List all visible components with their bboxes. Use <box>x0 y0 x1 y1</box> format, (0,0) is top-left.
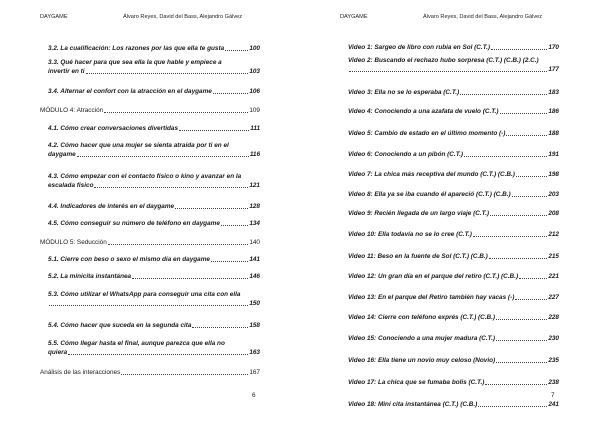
entry-page-number: 186 <box>548 108 559 115</box>
dot-leader <box>496 362 547 363</box>
entry-title: 5.3. Cómo utilizar el WhatsApp para conseguir una cita con ella <box>48 291 241 298</box>
entry-page-number: 170 <box>548 44 559 51</box>
right-page <box>300 0 600 425</box>
dot-leader <box>211 261 248 262</box>
dot-leader <box>473 236 547 237</box>
video-entry[interactable] <box>348 88 559 97</box>
entry-title: MÓDULO 4: Atracción <box>40 107 104 114</box>
section-entry[interactable] <box>40 172 260 190</box>
entry-title: 5.2. La minicita instantánea <box>48 273 132 280</box>
section-entry[interactable] <box>40 124 260 133</box>
section-entry[interactable] <box>40 58 260 76</box>
entry-title: Video 1: Sargeo de libro con rubia en Sol (C.T.) <box>348 44 491 51</box>
video-entry[interactable] <box>348 43 559 52</box>
entry-page-number: 177 <box>548 66 559 73</box>
entry-title: 4.2. Cómo hacer que una mujer se sienta atraída por ti en el <box>48 142 229 149</box>
entry-page-number: 215 <box>548 253 559 260</box>
dot-leader <box>496 319 547 320</box>
entry-title: Video 11: Beso en la fuente de Sol (C.T.) (C.B.) <box>348 253 488 260</box>
video-entry[interactable] <box>348 150 559 159</box>
running-header-authors: Álvaro Reyes, David del Bass, Alejandro Gálvez <box>423 14 543 20</box>
section-entry[interactable] <box>40 87 260 96</box>
entry-page-number: 158 <box>249 322 260 329</box>
video-entry[interactable] <box>348 170 559 179</box>
entry-title: invertir en ti <box>48 68 85 75</box>
video-entry[interactable] <box>348 129 559 138</box>
entry-title: Video 16: Ella tiene un novio muy celoso (Novio) <box>348 357 496 364</box>
entry-title: 5.5. Cómo llegar hasta el final, aunque parezca que ella no <box>48 340 225 347</box>
dot-leader <box>490 215 547 216</box>
entry-title: quiera <box>48 349 68 356</box>
entry-page-number: 140 <box>249 239 260 246</box>
entry-page-number: 121 <box>249 182 260 189</box>
entry-title: Video 4: Conociendo a una azafata de vuelo (C.T.) <box>348 108 499 115</box>
entry-title: Video 15: Conociendo a una mujer madura (C.T.) <box>348 335 496 342</box>
dot-leader <box>349 71 547 72</box>
video-entry[interactable] <box>348 190 559 199</box>
dot-leader <box>491 49 547 50</box>
dot-leader <box>516 176 547 177</box>
entry-page-number: 134 <box>249 220 260 227</box>
section-entry[interactable] <box>40 219 260 228</box>
entry-title: daygame <box>48 151 76 158</box>
dot-leader <box>192 327 248 328</box>
dot-leader <box>94 187 248 188</box>
entry-page-number: 208 <box>548 210 559 217</box>
entry-page-number: 109 <box>249 107 260 114</box>
entry-page-number: 235 <box>548 357 559 364</box>
entry-title: 3.3. Qué hacer para que sea ella la que hable y empiece a <box>48 59 222 66</box>
entry-page-number: 230 <box>548 335 559 342</box>
entry-title: 5.4. Cómo hacer que suceda en la segunda cita <box>48 322 192 329</box>
video-entry[interactable] <box>348 334 559 343</box>
dot-leader <box>221 225 248 226</box>
entry-title: Video 2: Buscando el rechazo hubo sorpresa (C.T.) (C.B.) (2.C.) <box>348 57 539 64</box>
dot-leader <box>489 258 548 259</box>
entry-title: 4.3. Cómo empezar con el contacto físico o kino y avanzar en la <box>48 173 242 180</box>
entry-page-number: 106 <box>249 88 260 95</box>
dot-leader <box>478 406 547 407</box>
dot-leader <box>213 93 248 94</box>
video-entry[interactable] <box>348 356 559 365</box>
entry-page-number: 241 <box>548 401 559 408</box>
dot-leader <box>86 73 249 74</box>
page-number: 6 <box>252 392 256 399</box>
entry-title: Video 17: La chica que se fumaba bolis (C.T.) <box>348 379 485 386</box>
entry-page-number: 103 <box>249 68 260 75</box>
entry-title: 4.1. Cómo crear conversaciones divertidas <box>48 125 179 132</box>
section-entry[interactable] <box>40 255 260 264</box>
dot-leader <box>506 135 547 136</box>
entry-page-number: 111 <box>250 125 260 132</box>
entry-page-number: 212 <box>548 231 559 238</box>
entry-title: Video 13: En el parque del Retiro también hay vacas (-) <box>348 294 515 301</box>
dot-leader <box>104 112 248 113</box>
entry-title: escalada físico <box>48 182 94 189</box>
dot-leader <box>49 305 248 306</box>
dot-leader <box>175 208 248 209</box>
dot-leader <box>225 50 248 51</box>
dot-leader <box>515 299 547 300</box>
section-entry[interactable] <box>40 272 260 281</box>
entry-title: 4.4. Indicadores de interés en el daygame <box>48 203 175 210</box>
entry-page-number: 167 <box>249 369 260 376</box>
dot-leader <box>500 113 548 114</box>
entry-title: 3.4. Alternar el confort con la atracción en el daygame <box>48 88 212 95</box>
video-entry[interactable] <box>348 56 559 74</box>
video-entry[interactable] <box>348 313 559 322</box>
entry-title: Video 6: Conociendo a un pibón (C.T.) <box>348 151 464 158</box>
entry-page-number: 228 <box>548 314 559 321</box>
dot-leader <box>108 244 249 245</box>
entry-page-number: 238 <box>548 379 559 386</box>
entry-title: Análisis de las interacciones <box>40 369 121 376</box>
running-header-title: DAYGAME <box>40 14 68 20</box>
entry-title: Video 3: Ella no se lo esperaba (C.T.) <box>348 89 460 96</box>
entry-page-number: 150 <box>249 300 260 307</box>
module-entry[interactable] <box>40 238 260 247</box>
dot-leader <box>68 354 248 355</box>
entry-title: Video 5: Cambio de estado en el último momento (-) <box>348 130 506 137</box>
dot-leader <box>460 94 547 95</box>
entry-page-number: 163 <box>249 349 260 356</box>
video-entry[interactable] <box>348 252 559 261</box>
section-entry[interactable] <box>40 44 260 53</box>
section-entry[interactable] <box>40 321 260 330</box>
dot-leader <box>496 340 547 341</box>
dot-leader <box>121 374 248 375</box>
entry-page-number: 227 <box>548 294 559 301</box>
dot-leader <box>132 278 248 279</box>
entry-page-number: 191 <box>548 151 559 158</box>
entry-title: Video 9: Recién llegada de un largo viaje (C.T.) <box>348 210 489 217</box>
video-entry[interactable] <box>348 107 559 116</box>
entry-title: 5.1. Cierre con beso o sexo el mismo día en daygame <box>48 256 210 263</box>
entry-page-number: 188 <box>548 130 559 137</box>
video-entry[interactable] <box>348 400 559 409</box>
video-entry[interactable] <box>348 293 559 302</box>
section-entry[interactable] <box>40 202 260 211</box>
section-entry[interactable] <box>40 290 260 308</box>
entry-page-number: 116 <box>249 151 260 158</box>
entry-title: 3.2. La cualificación: Los razones por las que ella te gusta <box>48 45 225 52</box>
entry-page-number: 221 <box>548 273 559 280</box>
video-entry[interactable] <box>348 378 559 387</box>
entry-page-number: 141 <box>249 256 260 263</box>
entry-page-number: 128 <box>249 203 260 210</box>
dot-leader <box>512 196 548 197</box>
entry-title: Video 12: Un gran día en el parque del retiro (C.T.) (C.B.) <box>348 273 519 280</box>
page-number: 7 <box>551 392 555 399</box>
module-entry[interactable] <box>40 368 260 377</box>
entry-title: Video 8: Ella ya se iba cuando él apareció (C.T.) (C.B.) <box>348 191 511 198</box>
dot-leader <box>519 278 547 279</box>
entry-page-number: 100 <box>249 45 260 52</box>
running-header-title: DAYGAME <box>340 14 368 20</box>
entry-title: Video 14: Cierre con teléfono exprés (C.T.) (C.B.) <box>348 314 496 321</box>
entry-title: MÓDULO 5: Seducción <box>40 239 107 246</box>
section-entry[interactable] <box>40 141 260 159</box>
entry-page-number: 146 <box>249 273 260 280</box>
module-entry[interactable] <box>40 106 260 115</box>
video-entry[interactable] <box>348 209 559 218</box>
entry-page-number: 203 <box>548 191 559 198</box>
dot-leader <box>179 130 249 131</box>
entry-title: 4.5. Cómo conseguir su número de teléfono en daygame <box>48 220 220 227</box>
section-entry[interactable] <box>40 339 260 357</box>
dot-leader <box>77 156 249 157</box>
video-entry[interactable] <box>348 230 559 239</box>
entry-title: Video 10: Ella todavía no se lo cree (C.T.) <box>348 231 472 238</box>
entry-title: Video 7: La chica más receptiva del mundo (C.T.) (C.B.) <box>348 171 515 178</box>
dot-leader <box>485 384 547 385</box>
video-entry[interactable] <box>348 272 559 281</box>
running-header-authors: Álvaro Reyes, David del Bass, Alejandro Gálvez <box>123 14 243 20</box>
dot-leader <box>464 156 547 157</box>
entry-title: Video 18: Mini cita instantánea (C.T.) (C.B.) <box>348 401 478 408</box>
entry-page-number: 198 <box>548 171 559 178</box>
entry-page-number: 183 <box>548 89 559 96</box>
